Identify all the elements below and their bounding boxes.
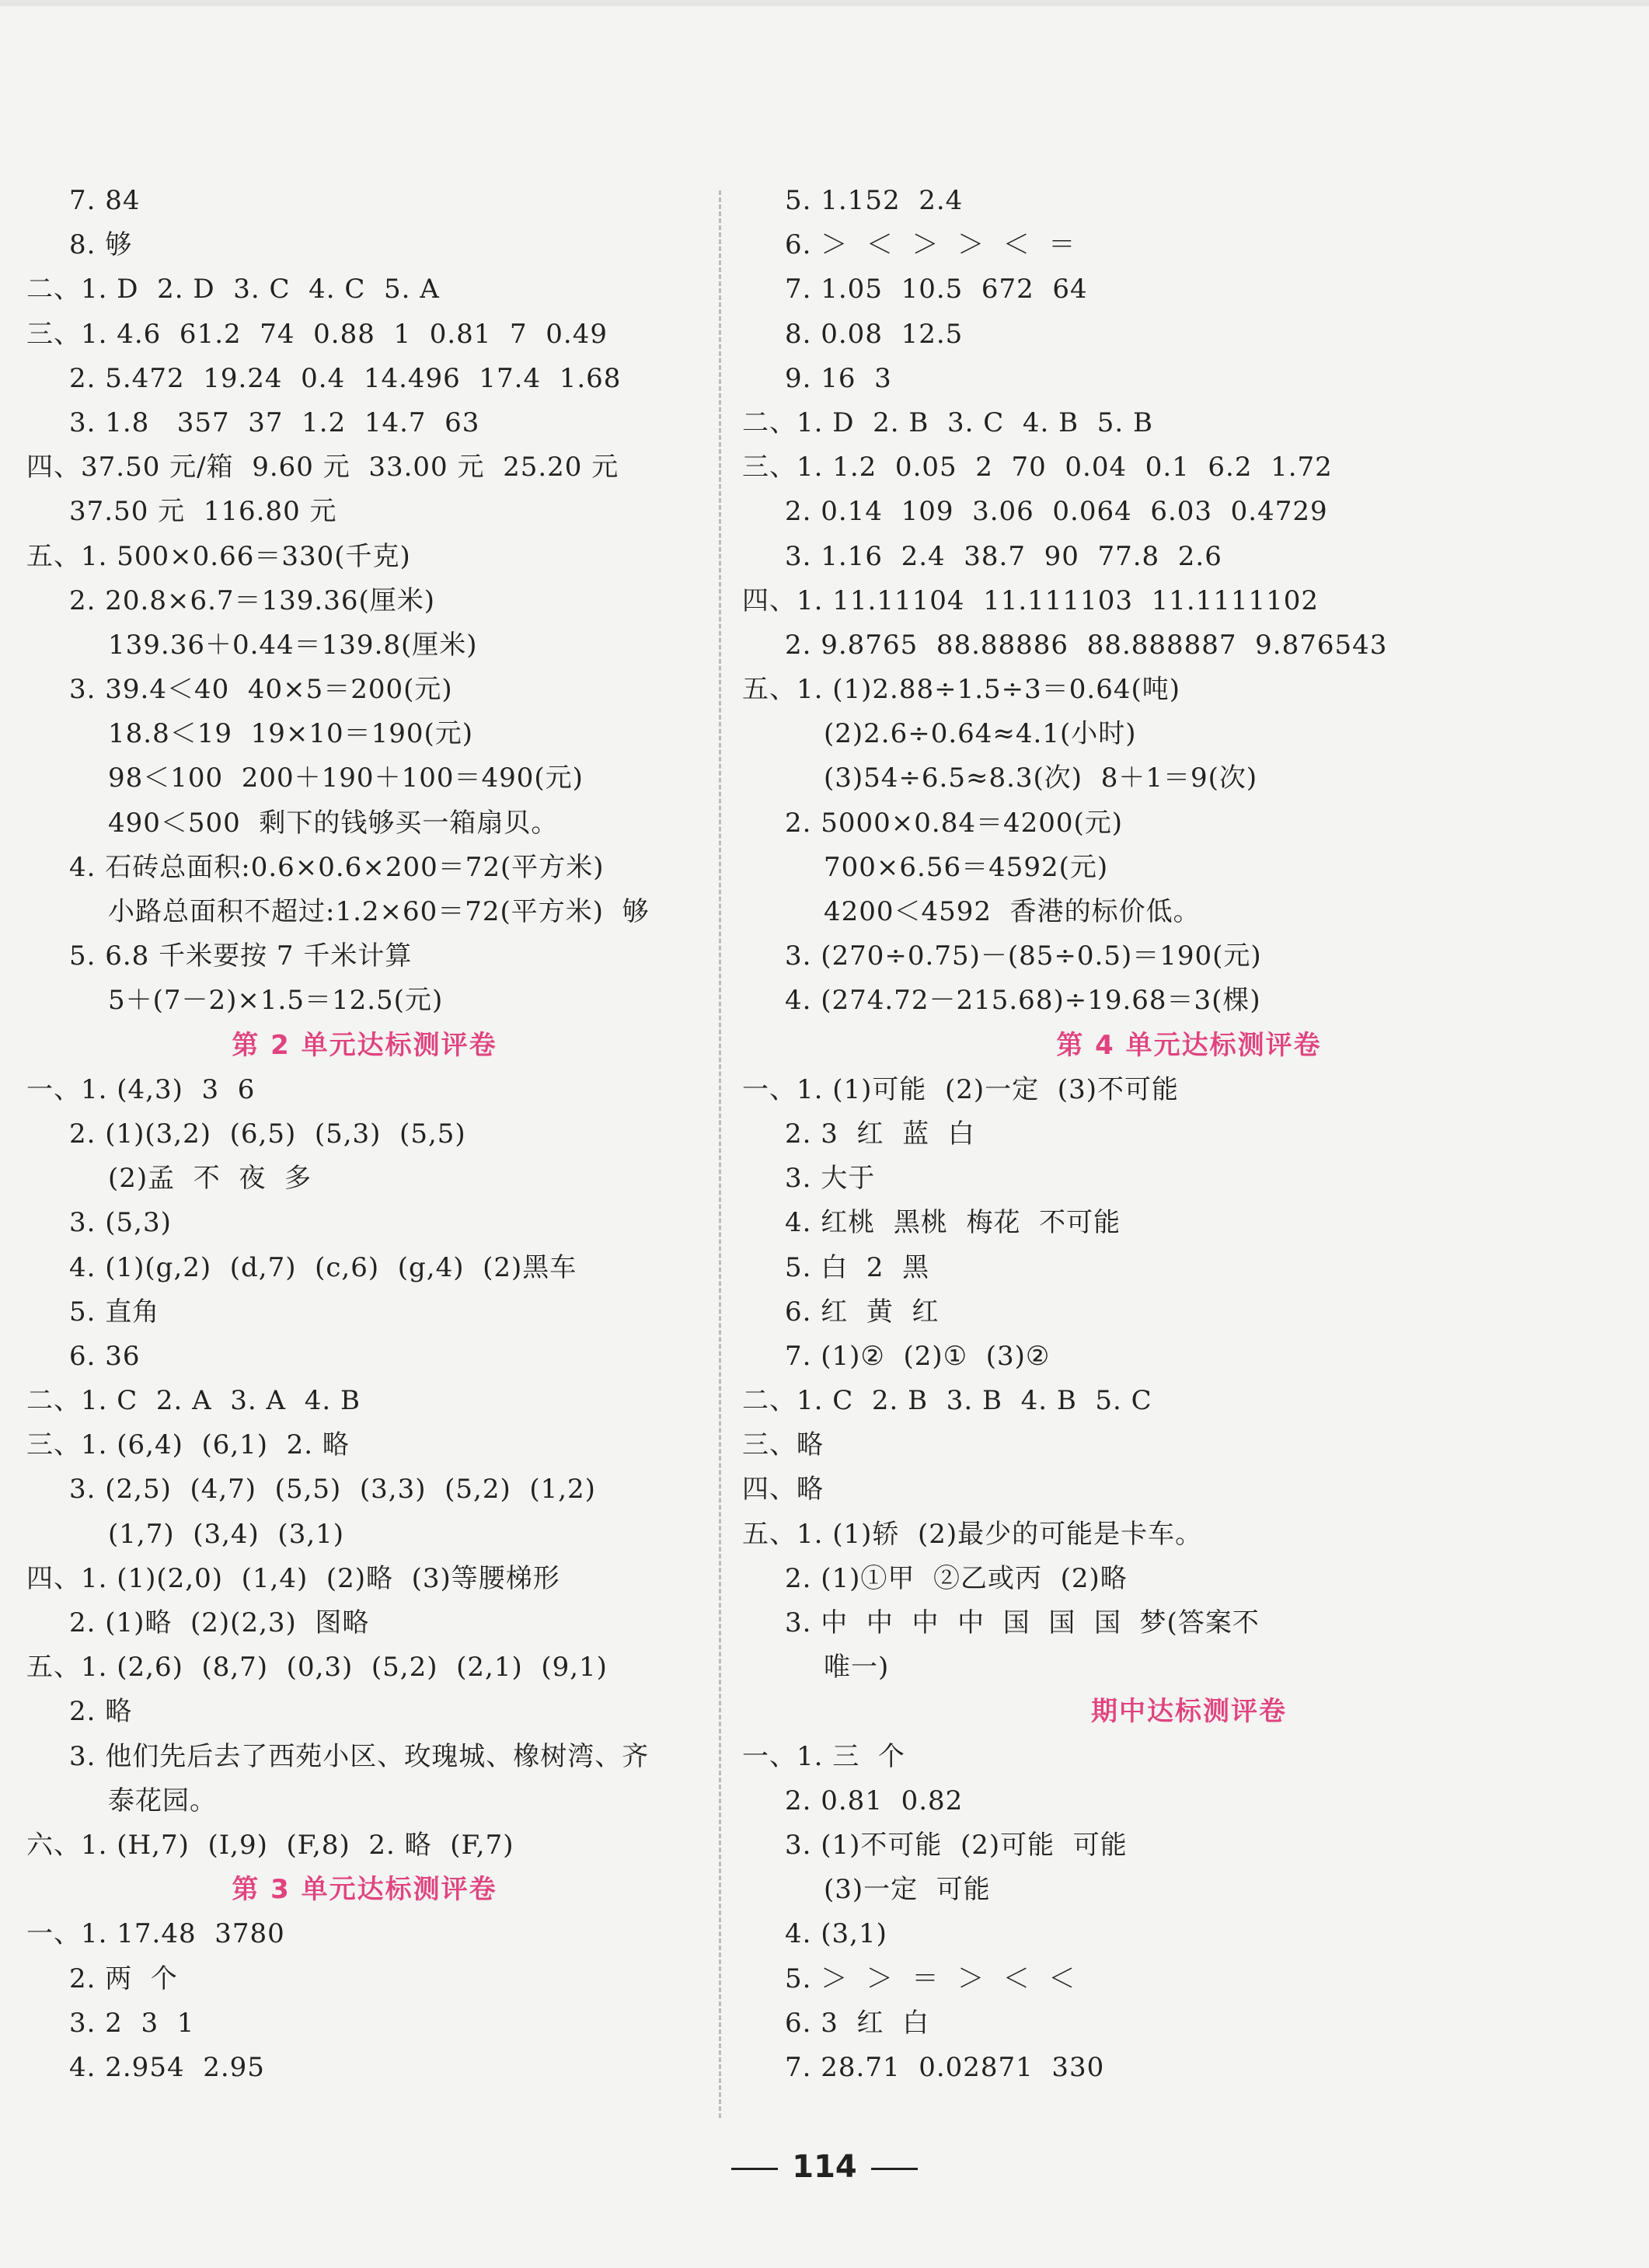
answer-line: 5＋(7－2)×1.5＝12.5(元): [108, 985, 444, 1017]
answer-line: 五、1. (1)2.88÷1.5÷3＝0.64(吨): [742, 674, 1181, 706]
page-number-dash-left: [731, 2168, 778, 2170]
answer-line: 2. 略: [69, 1696, 133, 1728]
answer-line: 四、略: [742, 1474, 824, 1506]
answer-line: 5. 白 2 黑: [785, 1251, 930, 1283]
answer-line: 二、1. C 2. A 3. A 4. B: [26, 1385, 361, 1417]
answer-line: 一、1. (1)可能 (2)一定 (3)不可能: [742, 1073, 1179, 1105]
answer-line: (2)孟 不 夜 多: [108, 1163, 312, 1195]
answer-line: (3)54÷6.5≈8.3(次) 8＋1＝9(次): [824, 762, 1258, 794]
answer-line: 小路总面积不超过:1.2×60＝72(平方米) 够: [108, 896, 650, 927]
answer-line: 2. 3 红 蓝 白: [785, 1118, 975, 1150]
answer-line: (1,7) (3,4) (3,1): [108, 1518, 345, 1550]
left-column: [26, 179, 702, 2090]
answer-line: 37.50 元 116.80 元: [69, 496, 337, 528]
section-heading: 第 2 单元达标测评卷: [232, 1029, 497, 1061]
page-number-dash-right: [871, 2168, 918, 2170]
answer-line: 三、略: [742, 1429, 824, 1461]
page-number-text: 114: [792, 2149, 857, 2185]
answer-line: 2. 9.8765 88.88886 88.888887 9.876543: [785, 629, 1388, 661]
section-heading: 第 3 单元达标测评卷: [232, 1874, 497, 1906]
answer-line: 2. (1)(3,2) (6,5) (5,3) (5,5): [69, 1118, 466, 1150]
right-column: [742, 179, 1636, 2090]
answer-line: 2. 5.472 19.24 0.4 14.496 17.4 1.68: [69, 362, 622, 394]
page-number: [0, 2149, 1649, 2185]
answer-line: 唯一): [824, 1652, 890, 1684]
answer-line: 3. 大于: [785, 1163, 876, 1195]
column-divider: [719, 190, 721, 2118]
answer-line: 一、1. (4,3) 3 6: [26, 1073, 256, 1105]
answer-line: 2. 两 个: [69, 1963, 178, 1994]
answer-line: 4. (3,1): [785, 1918, 887, 1950]
answer-line: 3. 39.4＜40 40×5＝200(元): [69, 674, 453, 706]
answer-line: 7. 28.71 0.02871 330: [785, 2051, 1105, 2083]
answer-line: 4. (1)(g,2) (d,7) (c,6) (g,4) (2)黑车: [69, 1251, 577, 1283]
answer-line: 一、1. 17.48 3780: [26, 1918, 285, 1950]
answer-line: 6. ＞ ＜ ＞ ＞ ＜ ＝: [785, 229, 1076, 261]
answer-line: (2)2.6÷0.64≈4.1(小时): [824, 718, 1137, 750]
answer-line: 3. (270÷0.75)－(85÷0.5)＝190(元): [785, 940, 1262, 972]
answer-line: 3. 他们先后去了西苑小区、玫瑰城、橡树湾、齐: [69, 1740, 650, 1772]
answer-line: 4200＜4592 香港的标价低。: [824, 896, 1201, 927]
answer-line: 4. 石砖总面积:0.6×0.6×200＝72(平方米): [69, 851, 605, 883]
answer-line: 4. 2.954 2.95: [69, 2051, 265, 2083]
answer-line: 3. (5,3): [69, 1207, 172, 1239]
answer-line: 三、1. 4.6 61.2 74 0.88 1 0.81 7 0.49: [26, 318, 608, 350]
answer-line: 泰花园。: [108, 1785, 217, 1816]
answer-line: 二、1. C 2. B 3. B 4. B 5. C: [742, 1385, 1152, 1417]
answer-line: 18.8＜19 19×10＝190(元): [108, 718, 474, 750]
answer-line: 2. 20.8×6.7＝139.36(厘米): [69, 584, 436, 616]
answer-line: (3)一定 可能: [824, 1874, 991, 1906]
answer-line: 8. 0.08 12.5: [785, 318, 964, 350]
answer-line: 四、1. 11.11104 11.111103 11.1111102: [742, 584, 1320, 616]
answer-line: 2. (1)①甲 ②乙或丙 (2)略: [785, 1562, 1128, 1594]
answer-line: 700×6.56＝4592(元): [824, 851, 1109, 883]
answer-line: 5. 1.152 2.4: [785, 185, 964, 216]
answer-line: 3. 1.16 2.4 38.7 90 77.8 2.6: [785, 540, 1222, 572]
answer-line: 9. 16 3: [785, 362, 892, 394]
answer-line: 2. 5000×0.84＝4200(元): [785, 807, 1124, 839]
answer-line: 5. ＞ ＞ ＝ ＞ ＜ ＜: [785, 1963, 1076, 1994]
answer-line: 5. 直角: [69, 1296, 160, 1328]
answer-line: 3. 1.8 357 37 1.2 14.7 63: [69, 406, 480, 438]
answer-line: 4. (274.72－215.68)÷19.68＝3(棵): [785, 985, 1261, 1017]
answer-line: 2. (1)略 (2)(2,3) 图略: [69, 1607, 370, 1638]
answer-line: 三、1. 1.2 0.05 2 70 0.04 0.1 6.2 1.72: [742, 452, 1333, 483]
answer-line: 139.36＋0.44＝139.8(厘米): [108, 629, 478, 661]
answer-line: 2. 0.81 0.82: [785, 1785, 964, 1816]
answer-line: 五、1. 500×0.66＝330(千克): [26, 540, 411, 572]
answer-line: 3. 2 3 1: [69, 2007, 195, 2039]
answer-line: 8. 够: [69, 229, 133, 261]
answer-line: 四、37.50 元/箱 9.60 元 33.00 元 25.20 元: [26, 452, 619, 483]
answer-line: 五、1. (2,6) (8,7) (0,3) (5,2) (2,1) (9,1): [26, 1652, 608, 1684]
answer-line: 六、1. (H,7) (I,9) (F,8) 2. 略 (F,7): [26, 1829, 514, 1861]
top-edge: [0, 0, 1649, 6]
answer-line: 6. 红 黄 红: [785, 1296, 940, 1328]
answer-line: 4. 红桃 黑桃 梅花 不可能: [785, 1207, 1121, 1239]
answer-line: 7. 1.05 10.5 672 64: [785, 274, 1088, 305]
answer-line: 3. (1)不可能 (2)可能 可能: [785, 1829, 1128, 1861]
answer-line: 5. 6.8 千米要按 7 千米计算: [69, 940, 413, 972]
answer-line: 6. 36: [69, 1340, 141, 1372]
answer-line: 3. (2,5) (4,7) (5,5) (3,3) (5,2) (1,2): [69, 1474, 596, 1506]
answer-line: 490＜500 剩下的钱够买一箱扇贝。: [108, 807, 559, 839]
answer-line: 三、1. (6,4) (6,1) 2. 略: [26, 1429, 350, 1461]
answer-line: 五、1. (1)轿 (2)最少的可能是卡车。: [742, 1518, 1203, 1550]
answer-line: 3. 中 中 中 中 国 国 国 梦(答案不: [785, 1607, 1260, 1638]
section-heading: 期中达标测评卷: [1091, 1696, 1287, 1728]
answer-line: 6. 3 红 白: [785, 2007, 930, 2039]
answer-line: 2. 0.14 109 3.06 0.064 6.03 0.4729: [785, 496, 1328, 528]
answer-line: 二、1. D 2. B 3. C 4. B 5. B: [742, 406, 1153, 438]
answer-line: 四、1. (1)(2,0) (1,4) (2)略 (3)等腰梯形: [26, 1562, 560, 1594]
answer-line: 98＜100 200＋190＋100＝490(元): [108, 762, 584, 794]
section-heading: 第 4 单元达标测评卷: [1056, 1029, 1322, 1061]
answer-line: 二、1. D 2. D 3. C 4. C 5. A: [26, 274, 440, 305]
answer-line: 7. 84: [69, 185, 141, 216]
answer-line: 7. (1)② (2)① (3)②: [785, 1340, 1051, 1372]
answer-line: 一、1. 三 个: [742, 1740, 905, 1772]
